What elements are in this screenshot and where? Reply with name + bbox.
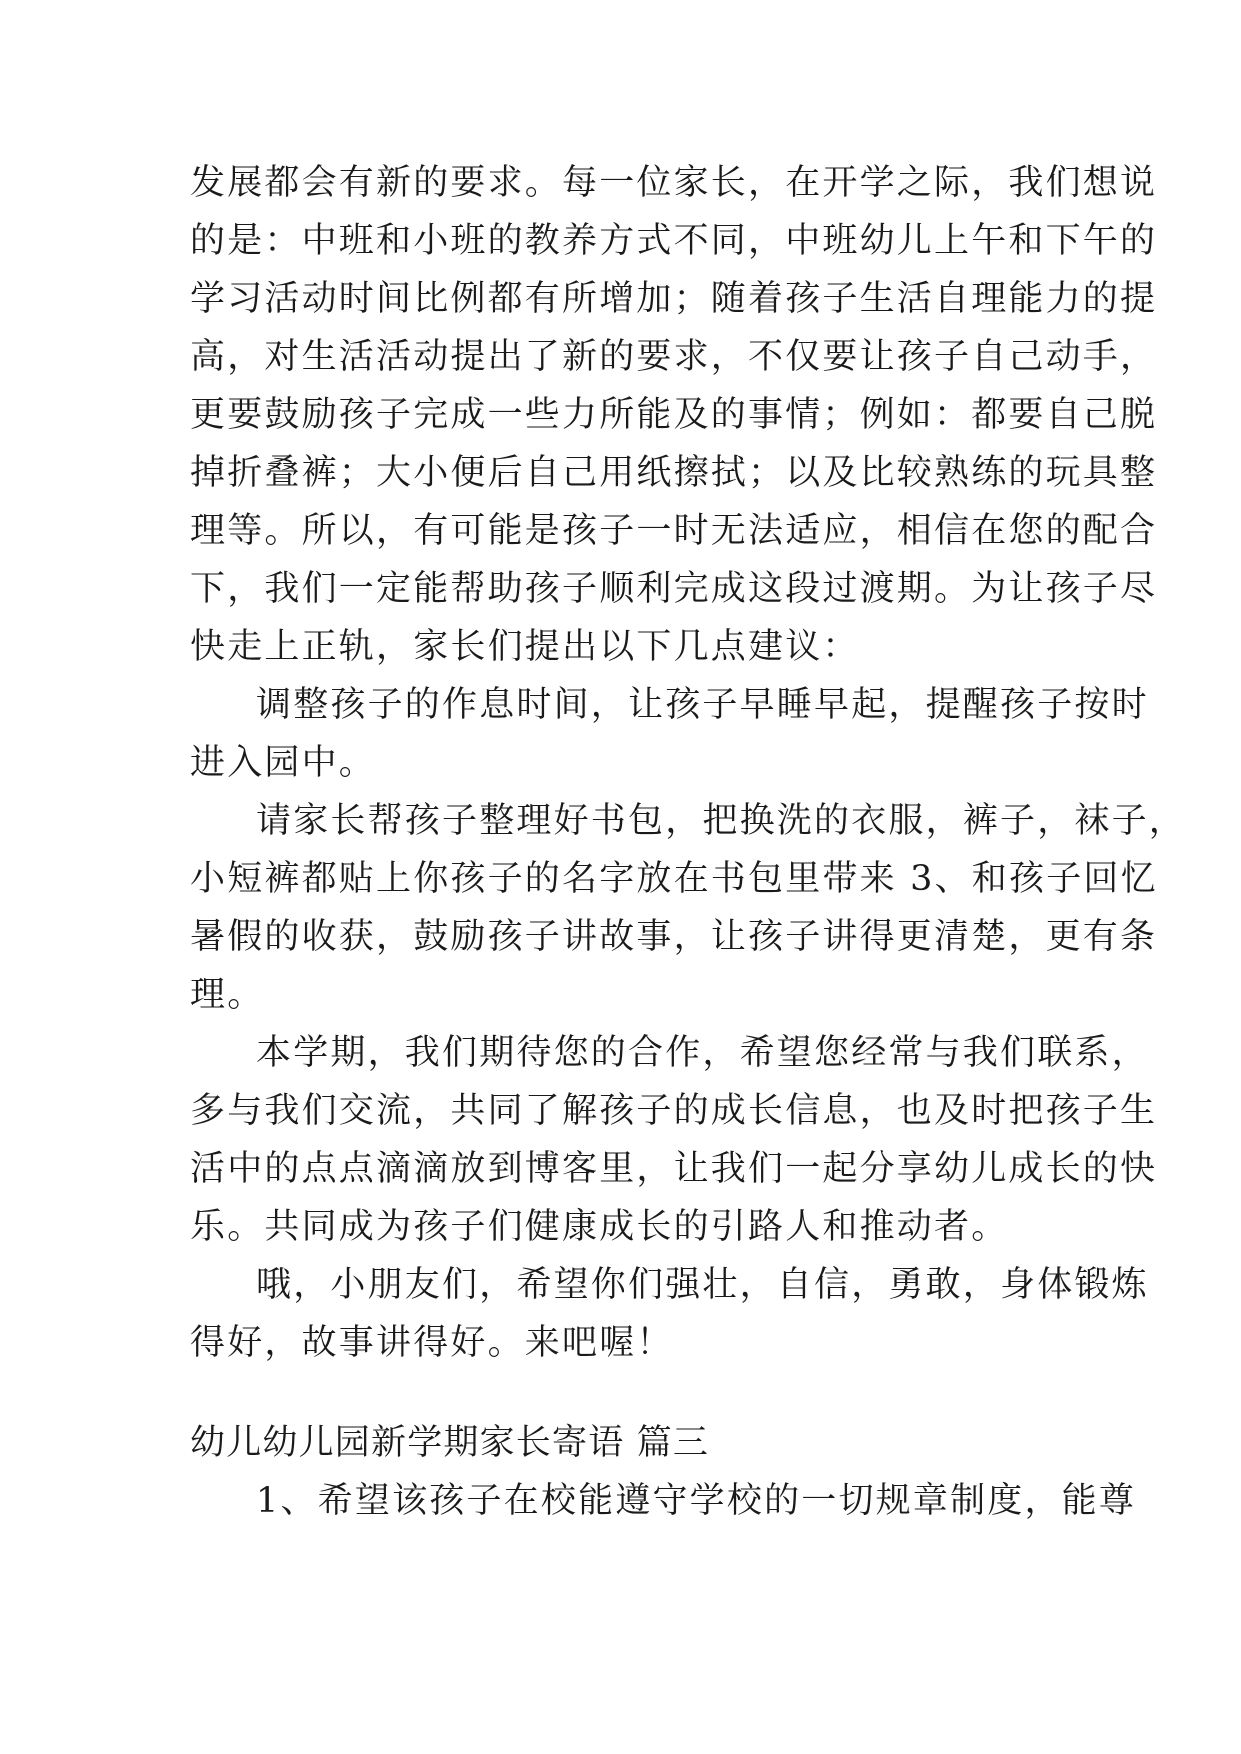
- text-line: 小短裤都贴上你孩子的名字放在书包里带来 3、和孩子回忆: [190, 859, 1158, 899]
- section-heading: 幼儿幼儿园新学期家长寄语 篇三: [190, 1423, 710, 1463]
- text-line: 请家长帮孩子整理好书包，把换洗的衣服，裤子，袜子，: [256, 801, 1187, 841]
- text-line: 调整孩子的作息时间，让孩子早睡早起，提醒孩子按时: [256, 685, 1149, 725]
- text-line: 本学期，我们期待您的合作，希望您经常与我们联系，: [256, 1033, 1149, 1073]
- text-line: 理等。所以，有可能是孩子一时无法适应，相信在您的配合: [190, 511, 1158, 551]
- text-line: 掉折叠裤；大小便后自己用纸擦拭；以及比较熟练的玩具整: [190, 453, 1158, 493]
- text-line: 乐。共同成为孩子们健康成长的引路人和推动者。: [190, 1207, 1009, 1247]
- text-line: 的是：中班和小班的教养方式不同，中班幼儿上午和下午的: [190, 221, 1158, 261]
- text-line: 1、希望该孩子在校能遵守学校的一切规章制度，能尊: [256, 1481, 1137, 1521]
- text-line: 暑假的收获，鼓励孩子讲故事，让孩子讲得更清楚，更有条: [190, 917, 1158, 957]
- text-line: 快走上正轨，家长们提出以下几点建议：: [190, 627, 860, 667]
- text-line: 高，对生活活动提出了新的要求，不仅要让孩子自己动手，: [190, 337, 1158, 377]
- text-line: 理。: [190, 975, 265, 1015]
- text-line: 进入园中。: [190, 743, 377, 783]
- text-line: 活中的点点滴滴放到博客里，让我们一起分享幼儿成长的快: [190, 1149, 1158, 1189]
- text-line: 多与我们交流，共同了解孩子的成长信息，也及时把孩子生: [190, 1091, 1158, 1131]
- text-line: 更要鼓励孩子完成一些力所能及的事情；例如：都要自己脱: [190, 395, 1158, 435]
- text-line: 得好，故事讲得好。来吧喔！: [190, 1323, 674, 1363]
- text-line: 哦，小朋友们，希望你们强壮，自信，勇敢，身体锻炼: [256, 1265, 1149, 1305]
- text-line: 下，我们一定能帮助孩子顺利完成这段过渡期。为让孩子尽: [190, 569, 1158, 609]
- text-line: 学习活动时间比例都有所增加；随着孩子生活自理能力的提: [190, 279, 1158, 319]
- text-line: 发展都会有新的要求。每一位家长，在开学之际，我们想说: [190, 163, 1158, 203]
